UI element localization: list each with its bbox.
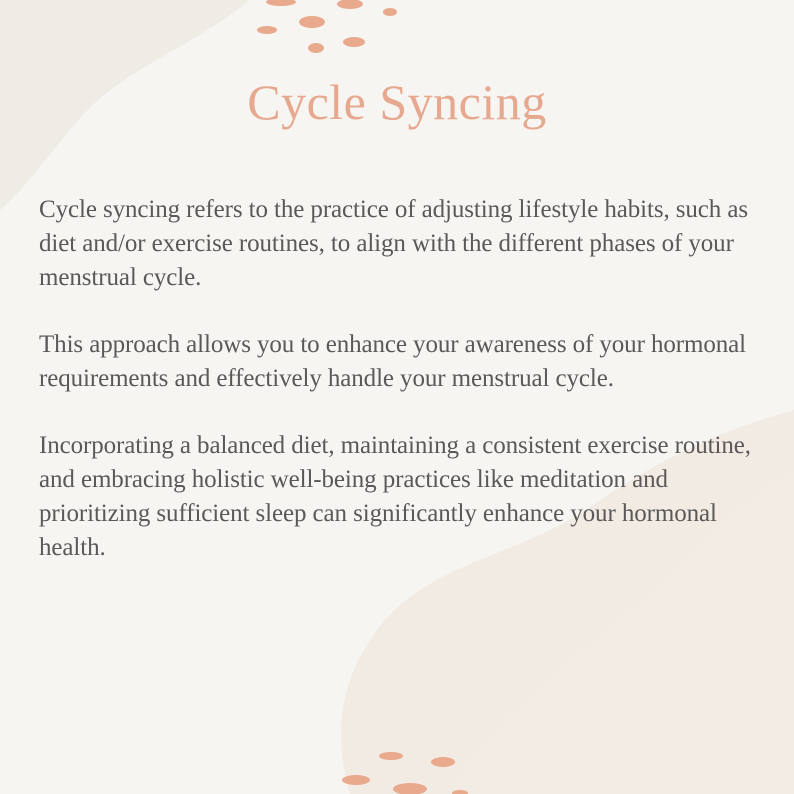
page-title: Cycle Syncing: [247, 74, 547, 130]
body-text: [39, 193, 759, 598]
paragraph-benefit: This approach allows you to enhance your awareness of your hormonal requirements and effectively handle your menstrual cycle.: [39, 331, 746, 392]
top-confetti-dots: [257, 0, 397, 53]
paragraph-definition: Cycle syncing refers to the practice of adjusting lifestyle habits, such as diet and/or exercise routines, to align with the different phases of your menstrual cycle.: [39, 196, 748, 291]
paragraph-practices: Incorporating a balanced diet, maintaining a consistent exercise routine, and embracing holistic well-being practices like meditation and prioritizing sufficient sleep can significantly enhance your hormonal health.: [39, 432, 751, 561]
